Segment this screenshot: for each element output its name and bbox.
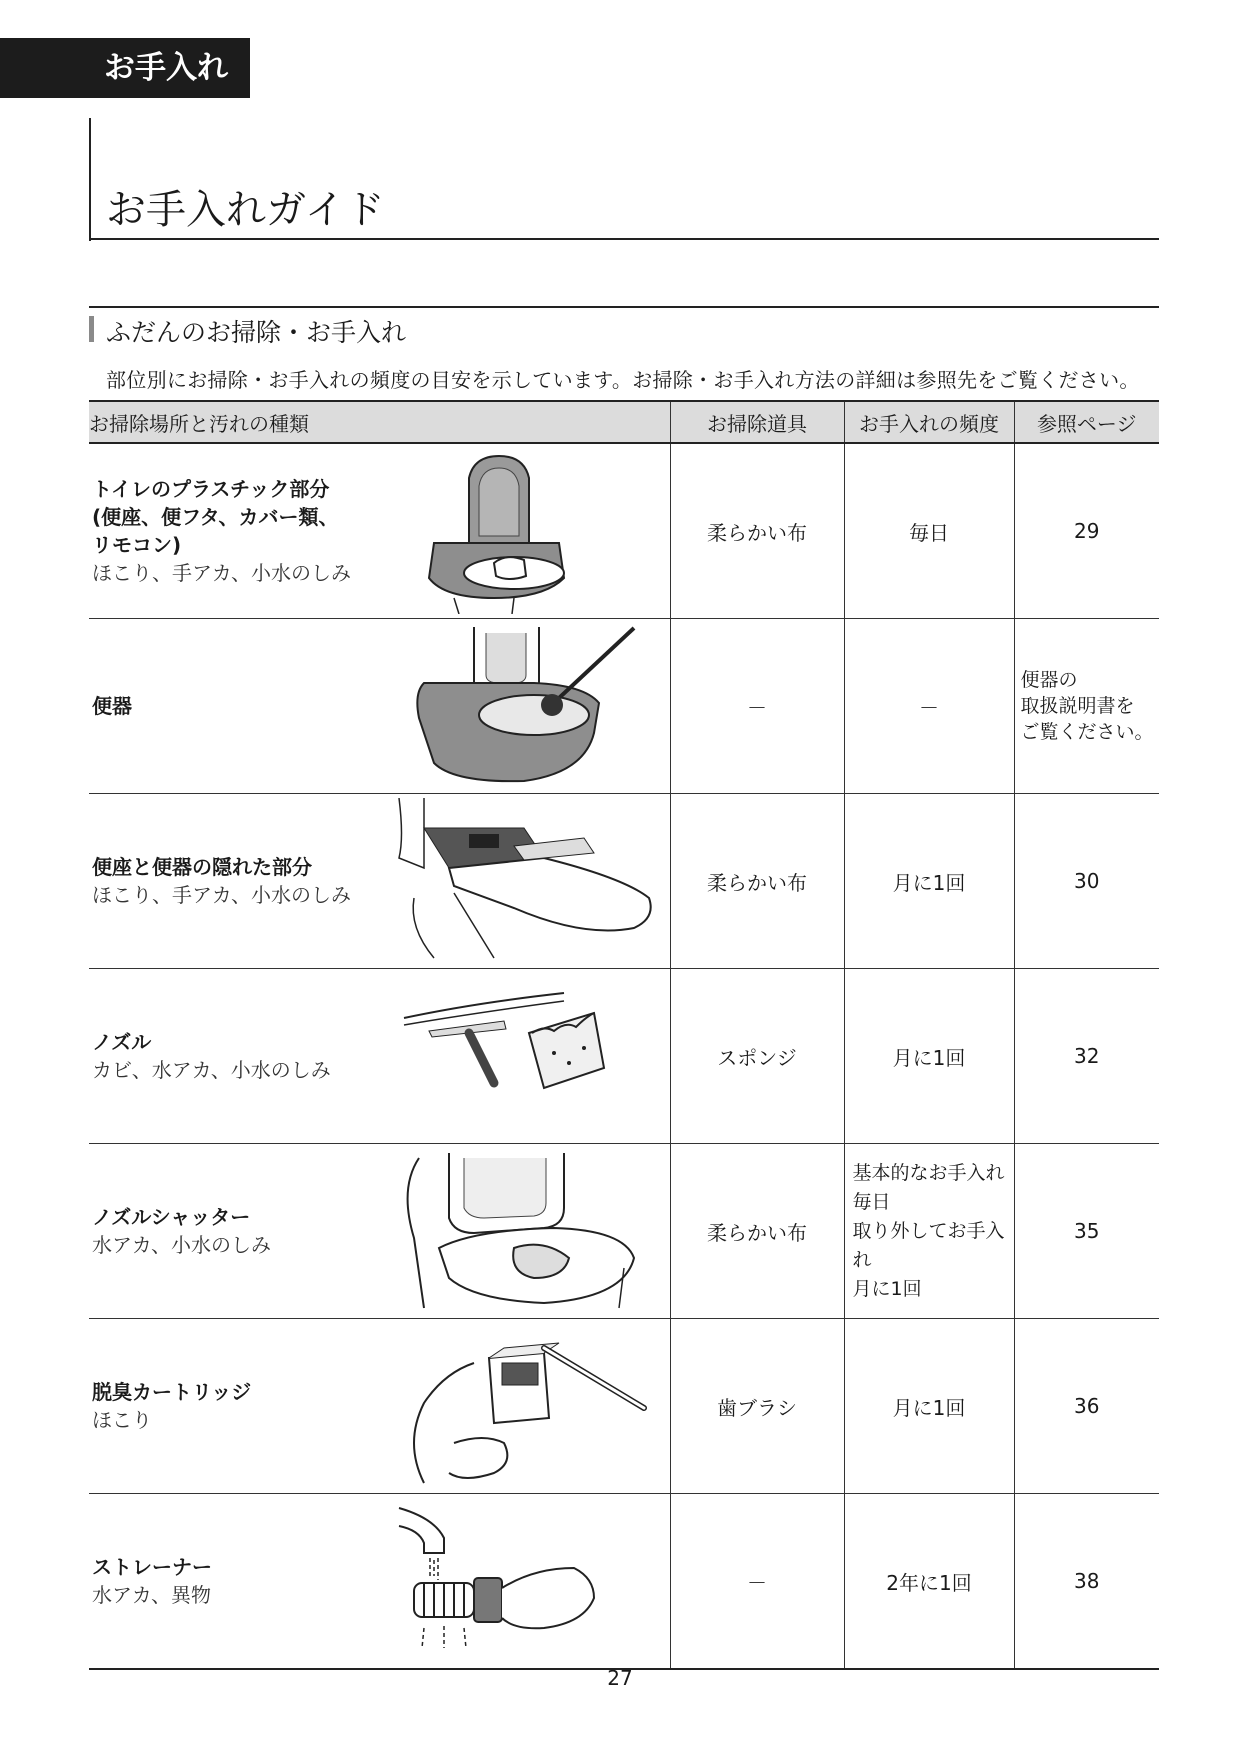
reference-cell <box>1014 619 1159 794</box>
table-row <box>89 443 1159 619</box>
dirt-types: 水アカ、異物 <box>92 1583 211 1607</box>
header-reference: 参照ページ <box>1014 401 1159 443</box>
nozzle-sponge-icon <box>394 973 664 1139</box>
deodorizer-cartridge-icon <box>394 1323 664 1489</box>
header-frequency: お手入れの頻度 <box>844 401 1014 443</box>
place-name: ノズル <box>92 1030 152 1054</box>
nozzle-shutter-wipe-icon <box>394 1148 664 1314</box>
frequency-cell: 月に1回 <box>844 1319 1014 1494</box>
dirt-types: ほこり <box>92 1408 152 1432</box>
place-name: トイレのプラスチック部分 (便座、便フタ、カバー類、 リモコン) <box>92 477 339 557</box>
tool-cell: 柔らかい布 <box>670 794 844 969</box>
reference-cell: 38 <box>1014 1494 1159 1670</box>
place-name: 便器 <box>92 694 132 718</box>
table-row <box>89 969 1159 1144</box>
table-row <box>89 1494 1159 1670</box>
place-name: 便座と便器の隠れた部分 <box>92 855 312 879</box>
place-cell <box>89 1319 670 1494</box>
table-row <box>89 1144 1159 1319</box>
header-place: お掃除場所と汚れの種類 <box>89 401 670 443</box>
dirt-types: ほこり、手アカ、小水のしみ <box>92 561 351 585</box>
frequency-line: 月に1回 <box>852 1277 922 1300</box>
header-tool: お掃除道具 <box>670 401 844 443</box>
tool-cell: 歯ブラシ <box>670 1319 844 1494</box>
tool-cell: 柔らかい布 <box>670 1144 844 1319</box>
table-header-row <box>89 401 1159 443</box>
place-name: ノズルシャッター <box>92 1205 251 1229</box>
strainer-faucet-icon <box>394 1498 664 1664</box>
reference-cell: 32 <box>1014 969 1159 1144</box>
title-rule-vertical <box>89 118 91 241</box>
section-title: ふだんのお掃除・お手入れ <box>106 318 407 347</box>
section-tab: お手入れ <box>0 38 250 98</box>
frequency-cell: 2年に1回 <box>844 1494 1014 1670</box>
reference-text: 便器の 取扱説明書を ご覧ください。 <box>1020 669 1154 743</box>
tool-cell: － <box>670 619 844 794</box>
frequency-cell <box>844 1144 1014 1319</box>
tool-cell: スポンジ <box>670 969 844 1144</box>
place-cell <box>89 1144 670 1319</box>
tool-cell: 柔らかい布 <box>670 443 844 619</box>
frequency-cell: 月に1回 <box>844 969 1014 1144</box>
place-cell <box>89 1494 670 1670</box>
place-cell <box>89 794 670 969</box>
tool-cell: － <box>670 1494 844 1670</box>
dirt-types: カビ、水アカ、小水のしみ <box>92 1058 331 1082</box>
section-marker <box>89 316 94 342</box>
raised-seat-icon <box>394 798 664 964</box>
page-title: お手入れガイド <box>106 187 385 233</box>
frequency-cell: 月に1回 <box>844 794 1014 969</box>
place-cell <box>89 969 670 1144</box>
place-name: ストレーナー <box>92 1555 212 1579</box>
section-intro: 部位別にお掃除・お手入れの頻度の目安を示しています。お掃除・お手入れ方法の詳細は参照先をご覧ください。 <box>106 368 1140 392</box>
frequency-line: 毎日 <box>852 1190 891 1213</box>
frequency-line: 基本的なお手入れ <box>852 1161 1005 1184</box>
cleaning-guide-table <box>89 400 1159 1670</box>
dirt-types: ほこり、手アカ、小水のしみ <box>92 883 351 907</box>
table-row <box>89 1319 1159 1494</box>
title-rule-horizontal <box>89 238 1159 240</box>
page-number: 27 <box>607 1666 633 1690</box>
reference-cell: 36 <box>1014 1319 1159 1494</box>
place-cell <box>89 443 670 619</box>
frequency-cell: － <box>844 619 1014 794</box>
dirt-types: 水アカ、小水のしみ <box>92 1233 271 1257</box>
frequency-cell: 毎日 <box>844 443 1014 619</box>
section-divider <box>89 306 1159 308</box>
table-row <box>89 619 1159 794</box>
place-name: 脱臭カートリッジ <box>92 1380 252 1404</box>
toilet-lid-wipe-icon <box>394 448 664 614</box>
toilet-brush-icon <box>394 623 664 789</box>
place-cell <box>89 619 670 794</box>
reference-cell: 30 <box>1014 794 1159 969</box>
reference-cell: 35 <box>1014 1144 1159 1319</box>
reference-cell: 29 <box>1014 443 1159 619</box>
table-row <box>89 794 1159 969</box>
frequency-line: 取り外してお手入れ <box>852 1219 1005 1271</box>
